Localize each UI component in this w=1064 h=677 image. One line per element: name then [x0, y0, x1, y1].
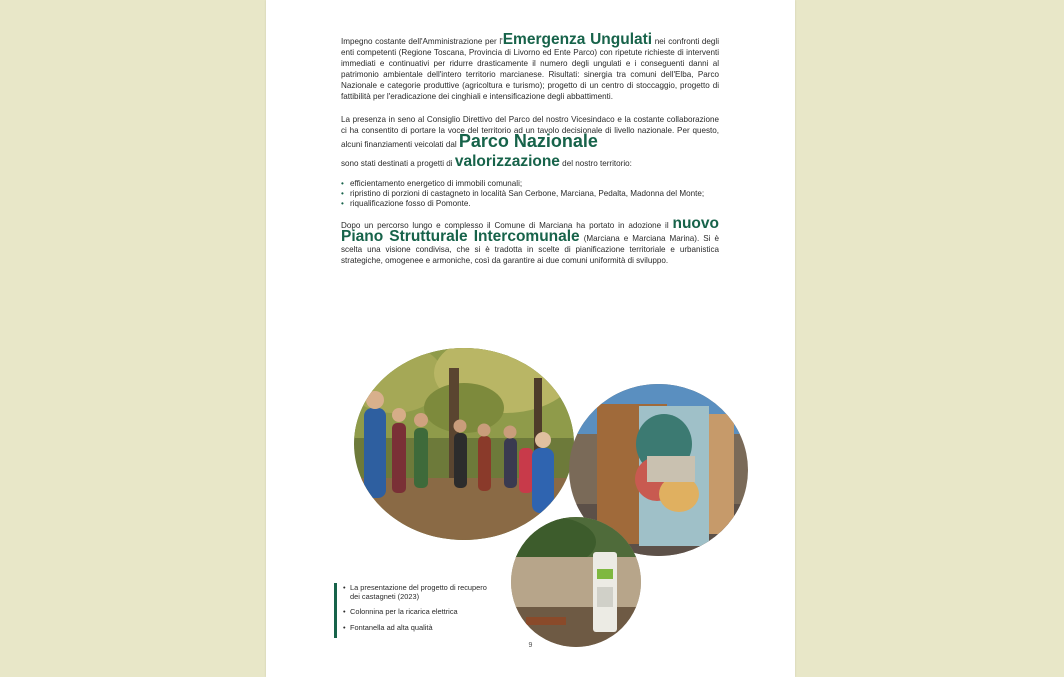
paragraph-text: Dopo un percorso lungo e complesso il Comune di Marciana ha portato in adozione il — [341, 220, 673, 230]
paragraph-text: La presenza in seno al Consiglio Direttivo del Parco del nostro Vicesindaco e la costante collaborazione ci ha consentito di portare la voce del territorio ad un tavolo decisionale di livello nazionale. Per questo, alcuni finanziamenti veicolati dal — [341, 114, 719, 149]
list-item: • efficientamento energetico di immobili comunali; — [341, 179, 719, 189]
caption-charging-station: • Colonnina per la ricarica elettrica — [344, 607, 494, 616]
highlight-valorizzazione: valorizzazione — [454, 152, 560, 170]
paragraph-emergenza-ungulati — [341, 31, 719, 103]
page-number: 9 — [528, 642, 533, 649]
highlight-piano-strutturale: nuovo Piano Strutturale Intercomunale — [341, 214, 719, 246]
caption-chestnut-grove: • La presentazione del progetto di recupero dei castagneti (2023) — [344, 583, 494, 601]
paragraph-text: (Marciana e Marciana Marina). Si è scelta una visione condivisa, che si è tradotta in scelte di pianificazione territoriale e urbanistica strategiche, omogenee e armoniche, così da garantire ai due comuni uniformità di sviluppo. — [341, 234, 719, 266]
highlight-emergenza-ungulati: Emergenza Ungulati — [502, 31, 653, 48]
caption-fountain: • Fontanella ad alta qualità — [344, 623, 494, 632]
paragraph-text: del nostro territorio: — [559, 158, 632, 168]
highlight-parco-nazionale: Parco Nazionale — [458, 130, 598, 151]
chestnut-grove-photo — [354, 348, 574, 540]
projects-list — [341, 179, 719, 209]
paragraph-valorizzazione — [341, 152, 719, 170]
article-body — [341, 31, 719, 266]
paragraph-parco-nazionale — [341, 114, 719, 150]
paragraph-text: Impegno costante dell'Amministrazione per l' — [341, 37, 503, 46]
list-item: • ripristino di porzioni di castagneto in località San Cerbone, Marciana, Pedalta, Madonna del Monte; — [341, 189, 719, 199]
list-item: • riqualificazione fosso di Pomonte. — [341, 199, 719, 209]
paragraph-text: sono stati destinati a progetti di — [341, 158, 455, 168]
paragraph-piano-strutturale — [341, 214, 719, 266]
photo-captions — [334, 583, 494, 638]
fountain-photo — [511, 517, 641, 647]
document-page — [266, 0, 795, 677]
paragraph-text: nei confronti degli enti competenti (Regione Toscana, Provincia di Livorno ed Ente Parco) con ripetute richieste di interventi immediati e continuativi per ridurre drasticamente il numero degli ungulati e i conseguenti danni al patrimonio ambientale dell'intero territorio marcianese. Risultati: sinergia tra comuni dell'Elba, Parco Nazionale e categorie produttive (agricoltura e turismo); progetto di un centro di stoccaggio, progetto di fattibilità per l'eradicazione dei cinghiali e intensificazione degli abbattimenti. — [341, 37, 719, 102]
